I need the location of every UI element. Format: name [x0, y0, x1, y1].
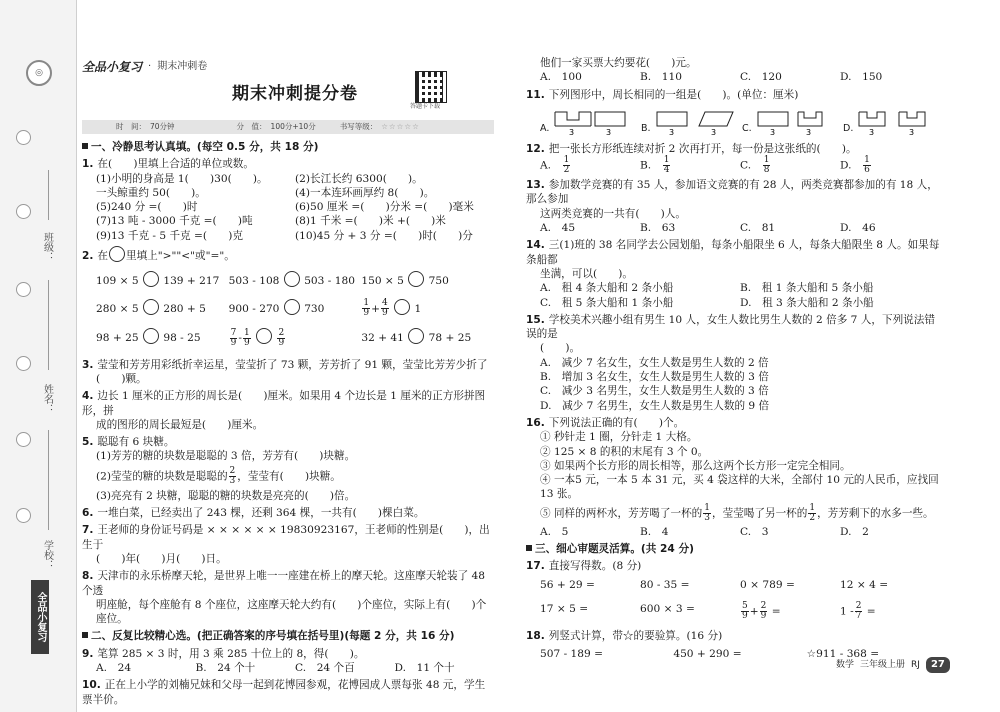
compare-circle-icon[interactable]: [284, 271, 300, 287]
footer-edition: RJ: [911, 659, 920, 670]
question-17: 17. 直接写得数。(8 分) 56 + 29 = 80 - 35 = 0 × 789 = 12 × 4 = 17 × 5 = 600 × 3 = $\frac{5}{9}$ + $\frac{2}{9}$ = 1 - $\frac{2}{7}$ =: [526, 560, 889, 621]
score-value: 100分+10分: [270, 121, 316, 131]
binding-strip: [0, 0, 77, 712]
question-9: 9. 笔算 285 × 3 时，用 3 乘 285 十位上的 8，得( )。 A. 24 B. 24 个十 C. 24 个百 D. 11 个十: [82, 647, 455, 675]
class-field-label: 班级：: [41, 232, 53, 262]
time-value: 70分钟: [150, 121, 175, 131]
svg-text:3: 3: [909, 127, 915, 136]
brand-logo: 全品小复习: [82, 59, 143, 74]
svg-text:3: 3: [869, 127, 875, 136]
name-field-label: 姓名：: [41, 384, 53, 414]
question-16: 16. 下列说法正确的有( )个。 ① 秒针走 1 圈，分针走 1 大格。 ② 125 × 8 的积的末尾有 3 个 0。 ③ 如果两个长方形的周长相等，那么这两个长方形一定完全相同。 ④ 一本5 元，一本 5 本 31 元，买 4 袋这样的大米，全部付 10 元的人民币，应找回 13 张。 ⑤ 同样的两杯水，芳芳喝了一杯的 $\frac{1}{3}$ ，莹莹喝了另一杯的 $\frac{1}{2}$ ，芳芳剩下的水多一些。 A. 5 B. 4 C. 3 D. 2: [526, 416, 939, 538]
binding-hole-icon: [16, 204, 31, 219]
svg-text:3: 3: [606, 127, 612, 136]
compare-circle-icon[interactable]: [143, 328, 159, 344]
compare-circle-icon[interactable]: [256, 328, 272, 344]
question-18: 18. 列竖式计算，带☆的要验算。(16 分) 507 - 189 = 450 + 290 = ☆911 - 368 =: [526, 629, 880, 661]
time-label: 时 间：: [116, 121, 146, 131]
section-2-heading: 二、反复比较精心选。(把正确答案的序号填在括号里)(每题 2 分，共 16 分): [82, 629, 494, 643]
question-7: 7. 王老师的身份证号码是 × × × × × × 19830923167，王老师的性别是( )，出生于 ( )年( )月( )日。: [82, 524, 490, 565]
section-1-heading: 一、冷静思考认真填。(每空 0.5 分，共 18 分): [82, 140, 494, 154]
question-1: 1. 在( )里填上合适的单位或数。 (1)小明的身高是 1( )30( )。 (2)长江长约 6300( )。 一头鲸重约 50( )。 (4)一本连环画厚约 8( )。 (5)240 分 =( )时 (6)50 厘米 =( )分米 =( )毫米 (7)13 吨 - 3000 千克 =( )吨 (8)1 千米 =( )米 +( )米 (9)13 千克 - 5 千克 =( )克 (10)45 分 + 3 分 =( )时( )分: [82, 158, 474, 242]
svg-text:3: 3: [769, 127, 775, 136]
info-bar: [82, 120, 494, 134]
compare-circle-icon[interactable]: [143, 299, 159, 315]
question-12: 12. 把一张长方形纸连续对折 2 次再打开，每一份是这张纸的( )。 A. $\frac{1}{2}$ B. $\frac{1}{4}$ C. $\frac{1}{8}$ D. $\frac{1}{6}$: [526, 142, 870, 176]
brand-subtitle: 期末冲刺卷: [157, 61, 208, 73]
qr-caption: 答题卡下载: [410, 103, 441, 110]
svg-text:3: 3: [668, 127, 674, 136]
divider: [48, 170, 49, 220]
compare-circle-icon[interactable]: [143, 271, 159, 287]
binding-hole-icon: [16, 282, 31, 297]
shape-b-figure: [653, 106, 735, 136]
compare-circle-icon[interactable]: [109, 246, 125, 262]
compare-circle-icon[interactable]: [408, 328, 424, 344]
question-15: 15. 学校美术兴趣小组有男生 10 人，女生人数比男生人数的 2 倍多 7 人，下列说法错误的是 ( )。 A. 减少 7 名女生，女生人数是男生人数的 2 倍 B. 增加 3 名女生，女生人数是男生人数的 3 倍 C. 减少 3 名男生，女生人数是男生人数的 3 倍 D. 减少 7 名男生，女生人数是男生人数的 9 倍: [526, 313, 935, 412]
binding-hole-icon: [16, 432, 31, 447]
square-bullet-icon: [82, 143, 88, 149]
question-13: 13. 参加数学竞赛的有 35 人，参加语文竞赛的有 28 人，两类竞赛都参加的有 18 人，那么参加 这两类竞赛的一共有( )人。 A. 45 B. 63 C. 81 D. 46: [526, 179, 938, 235]
question-8: 8. 天津市的永乐桥摩天轮，是世界上唯一一座建在桥上的摩天轮。这座摩天轮装了 48 个透 明座舱，每个座舱有 8 个座位，这座摩天轮大约有( )个座位，实际上有( )个座位。: [82, 570, 487, 626]
question-10: 10. 正在上小学的刘楠兄妹和父母一起到花博园参观，花博园成人票每张 48 元，学生票半价。: [82, 679, 486, 706]
question-6: 6. 一堆白菜，已经卖出了 243 棵，还剩 364 棵，一共有( )棵白菜。: [82, 507, 425, 520]
score-label: 分 值：: [236, 121, 267, 131]
grade-label: 书写等级：: [339, 121, 378, 131]
shape-d-figure: [855, 106, 937, 136]
right-column: [526, 56, 940, 665]
question-2: 2. 在 里填上">""<"或"="。 109 × 5 139 + 217 503 - 108 503 - 180 150 × 5 750 280 × 5 280 + 5 900 - 270 730 $\frac{1}{9}$ + $\frac{4}{9}$ 1 98 + 25 98 - 25 $\frac{7}{9}$ - $\frac{1}{9}$ $\frac{2}{9}$ 32 + 41 78 + 25: [82, 246, 494, 348]
svg-text:3: 3: [710, 127, 716, 136]
compare-circle-icon[interactable]: [284, 299, 300, 315]
binding-hole-icon: [16, 508, 31, 523]
binding-hole-icon: [16, 356, 31, 371]
question-11: 11. 下列图形中，周长相同的一组是( )。(单位：厘米) A. 3 3 B. 3 3 C. 3 3 D. 3 3: [526, 88, 940, 136]
brand-row: 全品小复习 · 期末冲刺卷: [82, 59, 208, 74]
footer-subject: 数学: [836, 659, 855, 670]
school-field-label: 学校：: [41, 540, 53, 570]
divider: [48, 280, 49, 370]
question-5: 5. 聪聪有 6 块糖。 (1)芳芳的糖的块数是聪聪的 3 倍，芳芳有( )块糖。 (2)莹莹的糖的块数是聪聪的 $\frac{2}{3}$ ，莹莹有( )块糖。 (3)亮亮有 2 块糖，聪聪的糖的块数是亮亮的( )倍。: [82, 436, 356, 502]
left-body: [82, 138, 494, 710]
binding-hole-icon: [16, 130, 31, 145]
svg-text:3: 3: [805, 127, 811, 136]
question-14: 14. 三(1)班的 38 名同学去公园划船，每条小船限坐 6 人，每条大船限坐 8 人。如果每条船都 坐满，可以( )。 A. 租 4 条大船和 2 条小船 B. 租 1 条大船和 5 条小船 C. 租 5 条大船和 1 条小船 D. 租 3 条大船和 2 条小船: [526, 239, 940, 309]
compare-circle-icon[interactable]: [408, 271, 424, 287]
divider: [48, 430, 49, 530]
grade-stars-icon: ☆☆☆☆☆: [381, 121, 420, 131]
question-3: 3. 莹莹和芳芳用彩纸折幸运星，莹莹折了 73 颗，芳芳折了 91 颗，莹莹比芳芳少折了 ( )颗。: [82, 358, 488, 385]
shape-c-figure: [754, 106, 836, 136]
page-footer: [836, 657, 950, 673]
shape-a-figure: [551, 106, 629, 136]
logo-circle-icon: ◎: [26, 60, 52, 86]
page-title: 期末冲刺提分卷: [232, 84, 358, 104]
question-10-cont: 他们一家买票大约要花( )元。 A. 100 B. 110 C. 120 D. 150: [540, 57, 883, 84]
footer-grade: 三年级上册: [860, 659, 906, 670]
vertical-brand-logo: 全品小复习: [31, 580, 49, 654]
shape-figures: A. 3 3 B. 3 3 C. 3 3 D. 3 3: [526, 106, 940, 136]
compare-circle-icon[interactable]: [394, 299, 410, 315]
question-4: 4. 边长 1 厘米的正方形的周长是( )厘米。如果用 4 个边长是 1 厘米的正方形拼图形，拼 成的图形的周长最短是( )厘米。: [82, 390, 486, 431]
qr-code-icon[interactable]: [415, 71, 447, 103]
svg-text:3: 3: [569, 127, 575, 136]
left-column: [82, 56, 494, 706]
section-3-heading: 三、细心审题灵活算。(共 24 分): [526, 542, 940, 556]
square-bullet-icon: [526, 545, 532, 551]
square-bullet-icon: [82, 632, 88, 638]
page-number: 27: [926, 657, 950, 673]
